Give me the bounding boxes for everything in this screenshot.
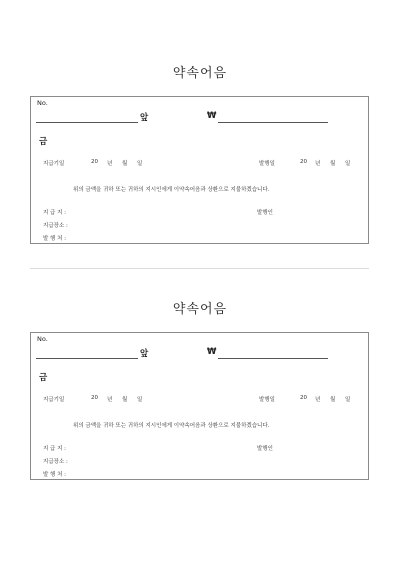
note-title: 약속어음 [172, 302, 228, 317]
promise-statement: 위의 금액을 귀하 또는 귀하의 지시인에게 이약속어음과 상환으로 지불하겠습니다. [73, 187, 270, 193]
issuer-label: 발행인 [257, 210, 273, 216]
payment-place-label: 지급장소 : [43, 223, 68, 229]
due-wol: 월 [122, 161, 128, 167]
amount-line [218, 358, 328, 359]
payee-suffix: 앞 [140, 349, 149, 359]
due-year: 20 [91, 159, 98, 165]
note-box [30, 96, 369, 244]
issuer-address-label: 발 행 처 : [43, 236, 67, 242]
note-number-label: No. [37, 335, 48, 343]
due-year: 20 [91, 395, 98, 401]
payment-place-label: 지급장소 : [43, 459, 68, 465]
issue-nyeon: 년 [315, 397, 321, 403]
due-date-label: 지급기일 [43, 161, 65, 167]
payee-line [36, 358, 138, 359]
payee-line [36, 122, 138, 123]
won-symbol: ₩ [207, 347, 217, 357]
due-date-label: 지급기일 [43, 397, 65, 403]
issuer-label: 발행인 [257, 446, 273, 452]
issuer-address-label: 발 행 처 : [43, 472, 67, 478]
due-il: 일 [137, 397, 143, 403]
issue-wol: 월 [330, 397, 336, 403]
note-number-label: No. [37, 99, 48, 107]
won-symbol: ₩ [207, 111, 217, 121]
due-wol: 월 [122, 397, 128, 403]
issue-il: 일 [345, 161, 351, 167]
due-nyeon: 년 [107, 161, 113, 167]
issue-date-label: 발행일 [259, 161, 275, 167]
amount-label: 금 [39, 137, 48, 147]
payee-suffix: 앞 [140, 113, 149, 123]
issue-date-label: 발행일 [259, 397, 275, 403]
issue-il: 일 [345, 397, 351, 403]
due-il: 일 [137, 161, 143, 167]
amount-label: 금 [39, 373, 48, 383]
promissory-note-1 [0, 0, 400, 240]
amount-line [218, 122, 328, 123]
due-nyeon: 년 [107, 397, 113, 403]
issue-wol: 월 [330, 161, 336, 167]
note-title: 약속어음 [172, 66, 228, 81]
issue-year: 20 [300, 395, 307, 401]
issue-nyeon: 년 [315, 161, 321, 167]
issue-year: 20 [300, 159, 307, 165]
payer-label: 지 급 지 : [43, 446, 67, 452]
note-box [30, 332, 369, 480]
promissory-note-2 [0, 236, 400, 476]
promise-statement: 위의 금액을 귀하 또는 귀하의 지시인에게 이약속어음과 상환으로 지불하겠습니다. [73, 423, 270, 429]
payer-label: 지 급 지 : [43, 210, 67, 216]
